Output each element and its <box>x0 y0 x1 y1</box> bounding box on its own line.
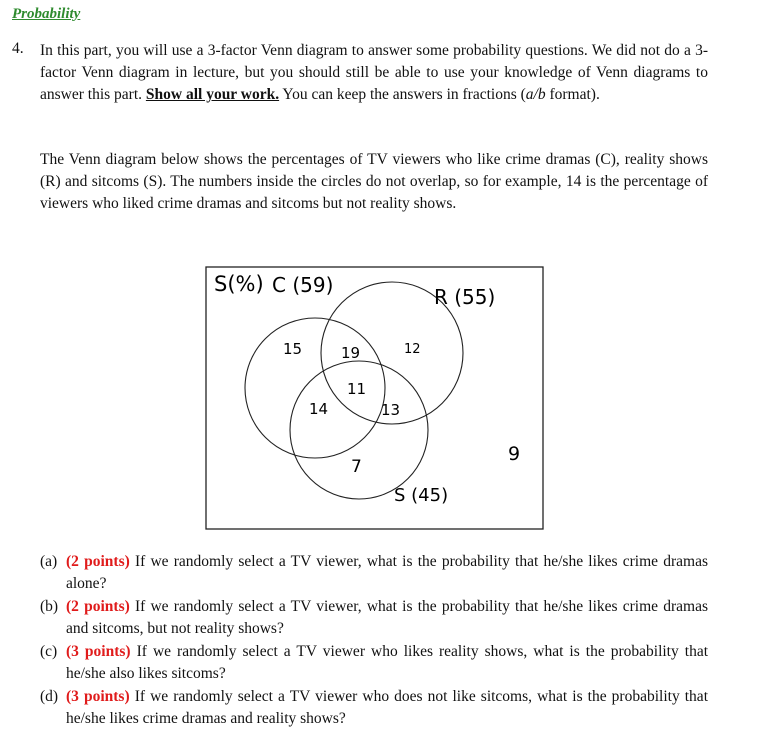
show-work-emphasis: Show all your work. <box>145 86 280 103</box>
section-heading: Probability <box>12 6 81 22</box>
reality-only-value: 12 <box>404 342 421 357</box>
question-points: (2 points) <box>66 598 130 615</box>
crime-label: C (59) <box>272 273 334 297</box>
outside-value: 9 <box>508 443 521 465</box>
question-number: 4. <box>12 40 24 57</box>
question-c <box>40 641 708 685</box>
question-points: (2 points) <box>66 553 130 570</box>
crime-reality-value: 19 <box>341 344 361 362</box>
fraction-format: a/b <box>525 86 546 103</box>
description-paragraph: The Venn diagram below shows the percentages of TV viewers who like crime dramas (C), reality shows (R) and sitcoms (S). The numbers inside the circles do not overlap, so for example, 14 is the percentage of viewers who liked crime dramas and sitcoms but not reality shows. <box>40 151 708 212</box>
crime-only-value: 15 <box>283 340 303 358</box>
question-b <box>40 596 708 640</box>
intro-text-tail: You can keep the answers in fractions ( <box>282 86 526 103</box>
question-d <box>40 686 708 730</box>
question-a <box>40 551 708 595</box>
question-text: If we randomly select a TV viewer who likes reality shows, what is the probability that he/she also likes sitcoms? <box>66 643 709 682</box>
question-label: (d) <box>40 688 59 705</box>
question-text: If we randomly select a TV viewer who does not like sitcoms, what is the probability that he/she likes crime dramas and reality shows? <box>66 688 708 727</box>
question-label: (a) <box>40 553 58 570</box>
intro-paragraph <box>40 40 708 106</box>
crime-sitcom-value: 14 <box>309 400 329 418</box>
sitcom-only-value: 7 <box>351 457 362 477</box>
question-list <box>40 551 708 731</box>
universe-label: S(%) <box>214 272 264 296</box>
intro-text: In this part, you will use a 3-factor Venn diagram to answer some probability questions. We did not do a 3-factor Venn diagram in lecture, but you should still be able to use your knowledge of Venn diagrams to answer this part. <box>40 42 708 103</box>
question-text: If we randomly select a TV viewer, what is the probability that he/she likes crime dramas alone? <box>66 553 708 592</box>
question-label: (b) <box>40 598 59 615</box>
reality-label: R (55) <box>434 285 496 309</box>
question-points: (3 points) <box>66 643 131 660</box>
question-label: (c) <box>40 643 58 660</box>
intro-text-end: format). <box>549 86 600 103</box>
reality-sitcom-value: 13 <box>381 401 401 419</box>
question-text: If we randomly select a TV viewer, what is the probability that he/she likes crime dramas and sitcoms, but not reality shows? <box>66 598 708 637</box>
sitcom-label: S (45) <box>394 485 449 506</box>
question-points: (3 points) <box>66 688 130 705</box>
venn-diagram <box>205 266 545 530</box>
all-three-value: 11 <box>347 380 367 398</box>
